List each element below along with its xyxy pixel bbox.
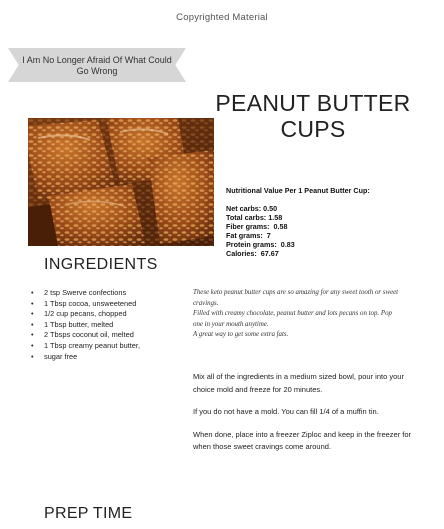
- chapter-banner-text: I Am No Longer Afraid Of What Could Go Wrong: [22, 55, 172, 76]
- list-item: • 1 Tbsp creamy peanut butter,: [30, 341, 190, 352]
- nutrition-fat: Fat grams: 7: [226, 231, 271, 240]
- instruction-paragraph: When done, place into a freezer Ziploc and keep in the freezer for when those sweet cravings come around.: [193, 429, 412, 451]
- description-paragraph: A great way to get some extra fats.: [193, 331, 289, 339]
- peanut-butter-cups-image: [28, 118, 214, 246]
- nutrition-total-carbs: Total carbs: 1.58: [226, 213, 283, 222]
- recipe-photo: [28, 118, 214, 246]
- nutrition-facts: [226, 186, 426, 258]
- ingredients-heading: INGREDIENTS: [44, 256, 158, 273]
- list-item: • sugar free: [30, 352, 190, 363]
- list-item: • 2 Tbsps coconut oil, melted: [30, 330, 190, 341]
- prep-time-heading: PREP TIME: [44, 505, 133, 522]
- recipe-description: [193, 288, 403, 341]
- list-item: • 1 Tbsp cocoa, unsweetened: [30, 299, 190, 310]
- description-paragraph: These keto peanut butter cups are so amazing for any sweet tooth or sweet cravings.: [193, 289, 399, 307]
- list-item: • 1 Tbsp butter, melted: [30, 320, 190, 331]
- nutrition-calories: Calories: 67.67: [226, 249, 279, 258]
- recipe-title-line2: CUPS: [280, 116, 346, 142]
- recipe-title: [192, 90, 434, 142]
- list-item: • 2 tsp Swerve confections: [30, 288, 190, 299]
- instruction-paragraph: Mix all of the ingredients in a medium sized bowl, pour into your choice mold and freeze for 20 minutes.: [193, 372, 404, 394]
- instruction-paragraph: If you do not have a mold. You can fill 1/4 of a muffin tin.: [193, 407, 379, 416]
- nutrition-protein: Protein grams: 0.83: [226, 240, 295, 249]
- copyright-notice: Copyrighted Material: [176, 12, 268, 23]
- nutrition-fiber: Fiber grams: 0.58: [226, 222, 288, 231]
- list-item: • 1/2 cup pecans, chopped: [30, 309, 190, 320]
- recipe-title-line1: PEANUT BUTTER: [215, 90, 411, 116]
- nutrition-net-carbs: Net carbs: 0.50: [226, 204, 278, 213]
- description-paragraph: Filled with creamy chocolate, peanut butter and lots pecans on top. Pop one in your mouth anytime.: [193, 310, 392, 328]
- recipe-instructions: [193, 371, 413, 464]
- nutrition-heading: Nutritional Value Per 1 Peanut Butter Cup:: [226, 186, 370, 195]
- ingredients-list: [30, 288, 190, 362]
